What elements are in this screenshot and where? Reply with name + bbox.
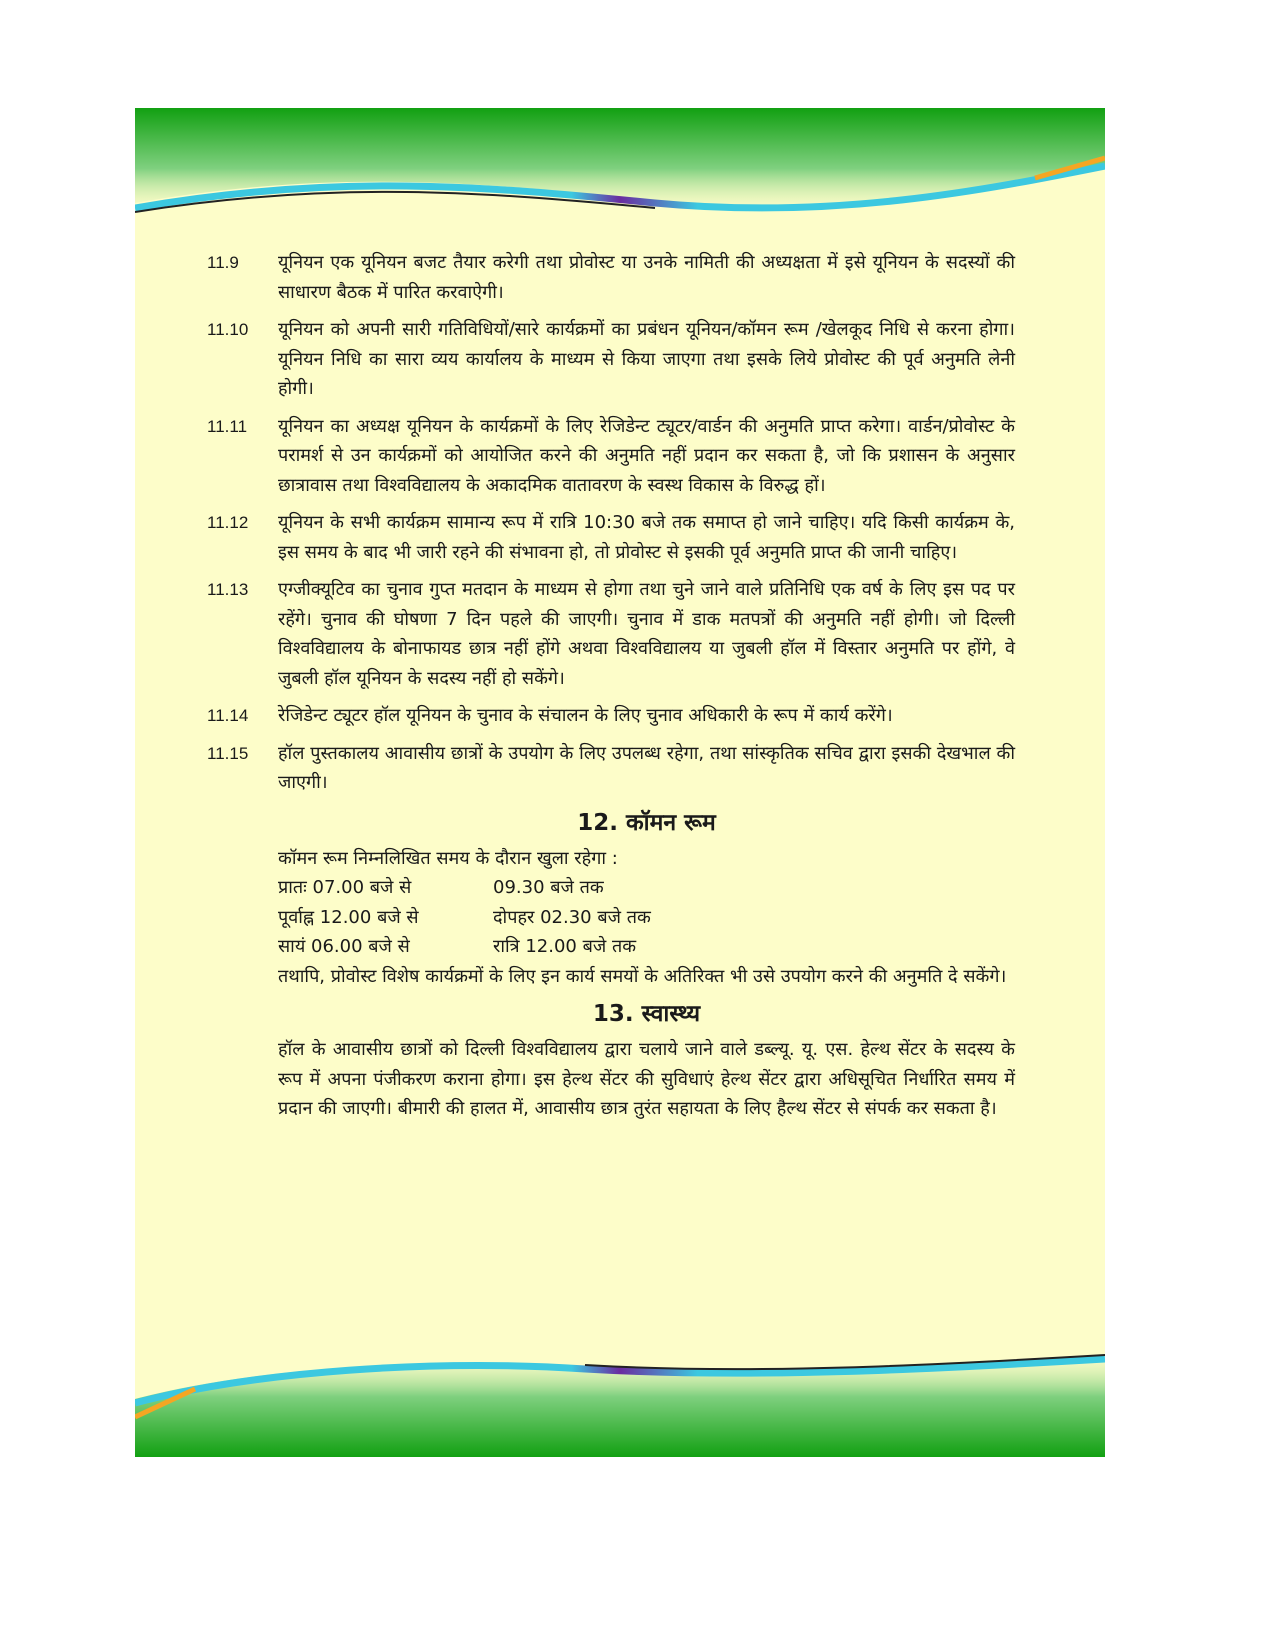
rule-11-14 [207, 701, 1015, 731]
rule-text: यूनियन एक यूनियन बजट तैयार करेगी तथा प्रोवोस्ट या उनके नामिती की अध्यक्षता में इसे यूनियन के सदस्यों की साधारण बैठक में पारित करवाऐगी। [278, 252, 1015, 303]
rule-11-15 [207, 739, 1015, 798]
rule-11-11 [207, 412, 1015, 501]
rule-number: 11.9 [207, 253, 239, 272]
page-panel [135, 108, 1105, 1457]
rule-number: 11.14 [207, 706, 249, 725]
health-heading: 13. स्वास्थ्य [592, 1001, 701, 1027]
rule-11-13 [207, 575, 1015, 693]
rule-text: रेजिडेन्ट ट्यूटर हॉल यूनियन के चुनाव के संचालन के लिए चुनाव अधिकारी के रूप में कार्य करेंगे। [278, 705, 893, 726]
bottom-wave-decoration [135, 1337, 1105, 1457]
top-wave-decoration [135, 108, 1105, 228]
rule-text: एग्जीक्यूटिव का चुनाव गुप्त मतदान के माध्यम से होगा तथा चुने जाने वाले प्रतिनिधि एक वर्ष के लिए इस पद पर रहेंगे। चुनाव की घोषणा 7 दिन पहले की जाएगी। चुनाव में डाक मतपत्रों की अनुमति नहीं होगी। जो दिल्ली विश्वविद्यालय के बोनाफायड छात्र नहीं होंगे अथवा विश्वविद्यालय या जुबली हॉल में विस्तार अनुमति पर होंगे, वे जुबली हॉल यूनियन के सदस्य नहीं हो सकेंगे। [278, 579, 1015, 689]
document-body [207, 248, 1015, 1124]
time-from: पूर्वाह्न 12.00 बजे से [278, 906, 419, 928]
time-from: प्रातः 07.00 बजे से [278, 877, 412, 898]
rule-number: 11.12 [207, 513, 249, 532]
rule-text: यूनियन को अपनी सारी गतिविधियों/सारे कार्यक्रमों का प्रबंधन यूनियन/कॉमन रूम /खेलकूद निधि से करना होगा। यूनियन निधि का सारा व्यय कार्यालय के माध्यम से किया जाएगा तथा इसके लिये प्रोवोस्ट की पूर्व अनुमति लेनी होगी। [278, 319, 1015, 399]
rule-11-10 [207, 315, 1015, 404]
common-room-heading: 12. कॉमन रूम [577, 809, 716, 836]
rule-number: 11.15 [207, 743, 249, 763]
rule-11-12 [207, 508, 1015, 567]
rule-11-9 [207, 248, 1015, 307]
health-text: हॉल के आवासीय छात्रों को दिल्ली विश्वविद्यालय द्वारा चलाये जाने वाले डब्ल्यू. यू. एस. हेल्थ सेंटर के सदस्य के रूप में अपना पंजीकरण कराना होगा। इस हेल्थ सेंटर की सुविधाएं हेल्थ सेंटर द्वारा अधिसूचित निर्धारित समय में प्रदान की जाएगी। बीमारी की हालत में, आवासीय छात्र तुरंत सहायता के लिए हैल्थ सेंटर से संपर्क कर सकता है। [278, 1039, 1015, 1119]
rule-number: 11.10 [207, 320, 249, 339]
time-from: सायं 06.00 बजे से [278, 936, 410, 957]
common-room-intro: कॉमन रूम निम्नलिखित समय के दौरान खुला रहेगा : [278, 847, 618, 869]
rule-text: यूनियन का अध्यक्ष यूनियन के कार्यक्रमों के लिए रेजिडेन्ट ट्यूटर/वार्डन की अनुमति प्राप्त करेगा। वार्डन/प्रोवोस्ट के परामर्श से उन कार्यक्रमों को आयोजित करने की अनुमति नहीं प्रदान कर सकता है, जो कि प्रशासन के अनुसार छात्रावास तथा विश्वविद्यालय के अकादमिक वातावरण के स्वस्थ विकास के विरुद्ध हों। [278, 415, 1015, 496]
rule-text: यूनियन के सभी कार्यक्रम सामान्य रूप में रात्रि 10:30 बजे तक समाप्त हो जाने चाहिए। यदि किसी कार्यक्रम के, इस समय के बाद भी जारी रहने की संभावना हो, तो प्रोवोस्ट से इसकी पूर्व अनुमति प्राप्त की जानी चाहिए। [278, 512, 1015, 563]
rule-text: हॉल पुस्तकालय आवासीय छात्रों के उपयोग के लिए उपलब्ध रहेगा, तथा सांस्कृतिक सचिव द्वारा इसकी देखभाल की जाएगी। [278, 742, 1015, 793]
rule-number: 11.11 [207, 416, 248, 436]
common-room-timings [278, 873, 1015, 962]
time-to: रात्रि 12.00 बजे तक [493, 936, 637, 957]
time-to: 09.30 बजे तक [493, 877, 604, 898]
common-room-note: तथापि, प्रोवोस्ट विशेष कार्यक्रमों के लिए इन कार्य समयों के अतिरिक्त भी उसे उपयोग करने की अनुमति दे सकेंगे। [278, 965, 1007, 987]
time-to: दोपहर 02.30 बजे तक [493, 906, 651, 928]
rule-number: 11.13 [207, 580, 249, 599]
